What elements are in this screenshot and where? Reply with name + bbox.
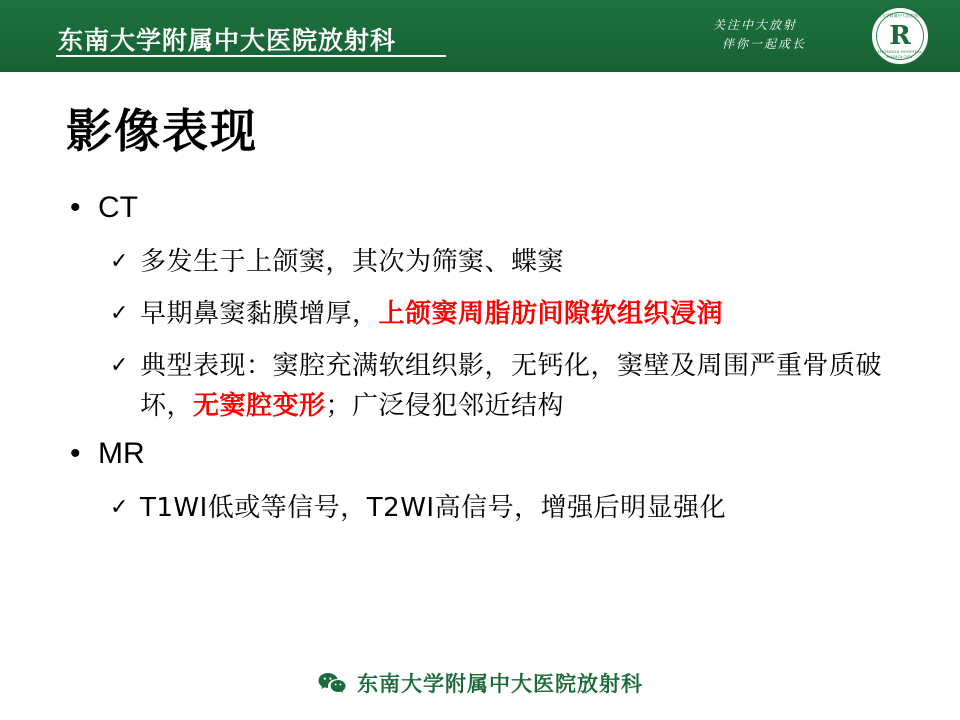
section-heading-ct [62,186,902,230]
logo-arc-bottom-text: ZHONGDA HOSPITAL RADIOLOGY [877,49,923,59]
logo-letter: R [889,21,911,51]
check-icon: ✓ [110,249,129,274]
list-item [62,242,902,282]
list-item-text: 典型表现：窦腔充满软组织影，无钙化，窦壁及周围严重骨质破坏， [140,351,883,421]
logo-arc-top-text: 东南大学附属中大医院放射科 [873,13,927,18]
footer-text: 东南大学附属中大医院放射科 [357,672,643,696]
list-item [62,294,902,334]
header-slogan [680,16,830,54]
list-item-text-highlight: 上颌窦周脂肪间隙软组织浸润 [378,299,724,329]
slide-content [62,180,902,528]
list-item-text: 早期鼻窦黏膜增厚， [140,299,379,329]
check-icon: ✓ [110,353,129,378]
list-item-text-highlight: 无窦腔变形 [193,391,326,421]
footer [0,668,960,698]
list-item-text: T1WI低或等信号，T2WI高信号，增强后明显强化 [140,493,727,523]
header-title: 东南大学附属中大医院放射科 [58,26,397,55]
hospital-logo-icon [870,6,930,66]
header-bar [0,0,960,72]
list-item [62,346,902,426]
check-icon: ✓ [110,495,129,520]
check-icon: ✓ [110,301,129,326]
section-heading-mr [62,432,902,476]
section-label-mr: MR [98,437,145,470]
list-item-text: 多发生于上颌窦，其次为筛窦、蝶窦 [140,247,565,277]
list-item-text-tail: ；广泛侵犯邻近结构 [325,391,565,421]
header-slogan-line2: 伴你一起成长 [721,37,806,51]
list-item [62,488,902,528]
wechat-icon [317,671,347,696]
header-underline [56,55,446,57]
bullet-dot-icon: • [70,437,81,470]
section-label-ct: CT [98,191,138,224]
bullet-dot-icon: • [70,191,81,224]
page-title: 影像表现 [66,104,258,158]
header-slogan-line1: 关注中大放射 [712,18,797,32]
